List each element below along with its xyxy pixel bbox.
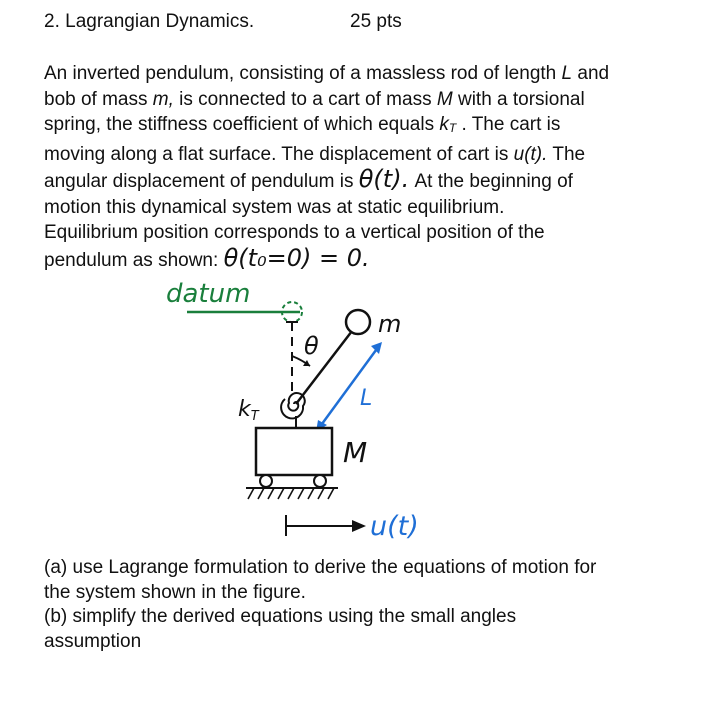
cart-body bbox=[256, 428, 332, 475]
equilibrium-equation: θ(t₀=0) = 0. bbox=[223, 243, 370, 272]
cart-wheel-right bbox=[314, 475, 326, 487]
var-m: m, bbox=[152, 88, 174, 110]
datum-label: datum bbox=[166, 279, 251, 309]
pendulum-bob bbox=[346, 310, 370, 334]
text: bob of mass bbox=[44, 88, 153, 110]
M-label: M bbox=[343, 436, 368, 469]
L-label: L bbox=[360, 386, 373, 411]
cart-wheel-left bbox=[260, 475, 272, 487]
text: The bbox=[547, 143, 586, 165]
text: angular displacement of pendulum is bbox=[44, 171, 359, 192]
ground-hatching bbox=[248, 488, 334, 499]
question-parts bbox=[44, 556, 596, 654]
var-k-subscript: T bbox=[448, 121, 457, 135]
text: is connected to a cart of mass bbox=[173, 88, 437, 110]
kT-label: kT bbox=[238, 397, 259, 424]
var-M: M bbox=[436, 88, 453, 110]
displacement-arrowhead bbox=[352, 520, 366, 532]
part-b-line-1: (b) simplify the derived equations using the small angles bbox=[44, 606, 517, 627]
part-b-line-2: assumption bbox=[44, 630, 142, 652]
text: At the beginning of bbox=[409, 171, 573, 192]
text: pendulum as shown: bbox=[44, 249, 224, 271]
var-L: L bbox=[561, 63, 573, 84]
problem-title: 2. Lagrangian Dynamics. bbox=[44, 11, 255, 32]
statement-line-7: Equilibrium position corresponds to a vertical position of the bbox=[44, 222, 545, 243]
theta-label: θ bbox=[304, 332, 319, 360]
points-label: 25 pts bbox=[350, 11, 402, 32]
part-a-line-1: (a) use Lagrange formulation to derive the equations of motion for bbox=[44, 557, 597, 578]
text: with a torsional bbox=[452, 88, 585, 110]
text: moving along a flat surface. The displacement of cart is bbox=[44, 143, 514, 165]
theta-handwritten: θ(t). bbox=[358, 165, 410, 193]
text: and bbox=[572, 63, 610, 84]
var-u: u(t). bbox=[513, 143, 548, 165]
length-arrowhead-top bbox=[371, 342, 382, 354]
part-a-line-2: the system shown in the figure. bbox=[44, 581, 306, 603]
text: . The cart is bbox=[456, 114, 561, 135]
var-k: k bbox=[439, 114, 449, 135]
m-label: m bbox=[378, 310, 402, 338]
text: spring, the stiffness coefficient of which equals bbox=[44, 114, 440, 135]
u-label: u(t) bbox=[370, 511, 419, 542]
statement-line-6: motion this dynamical system was at static equilibrium. bbox=[44, 196, 505, 218]
text: An inverted pendulum, consisting of a massless rod of length bbox=[44, 63, 562, 84]
